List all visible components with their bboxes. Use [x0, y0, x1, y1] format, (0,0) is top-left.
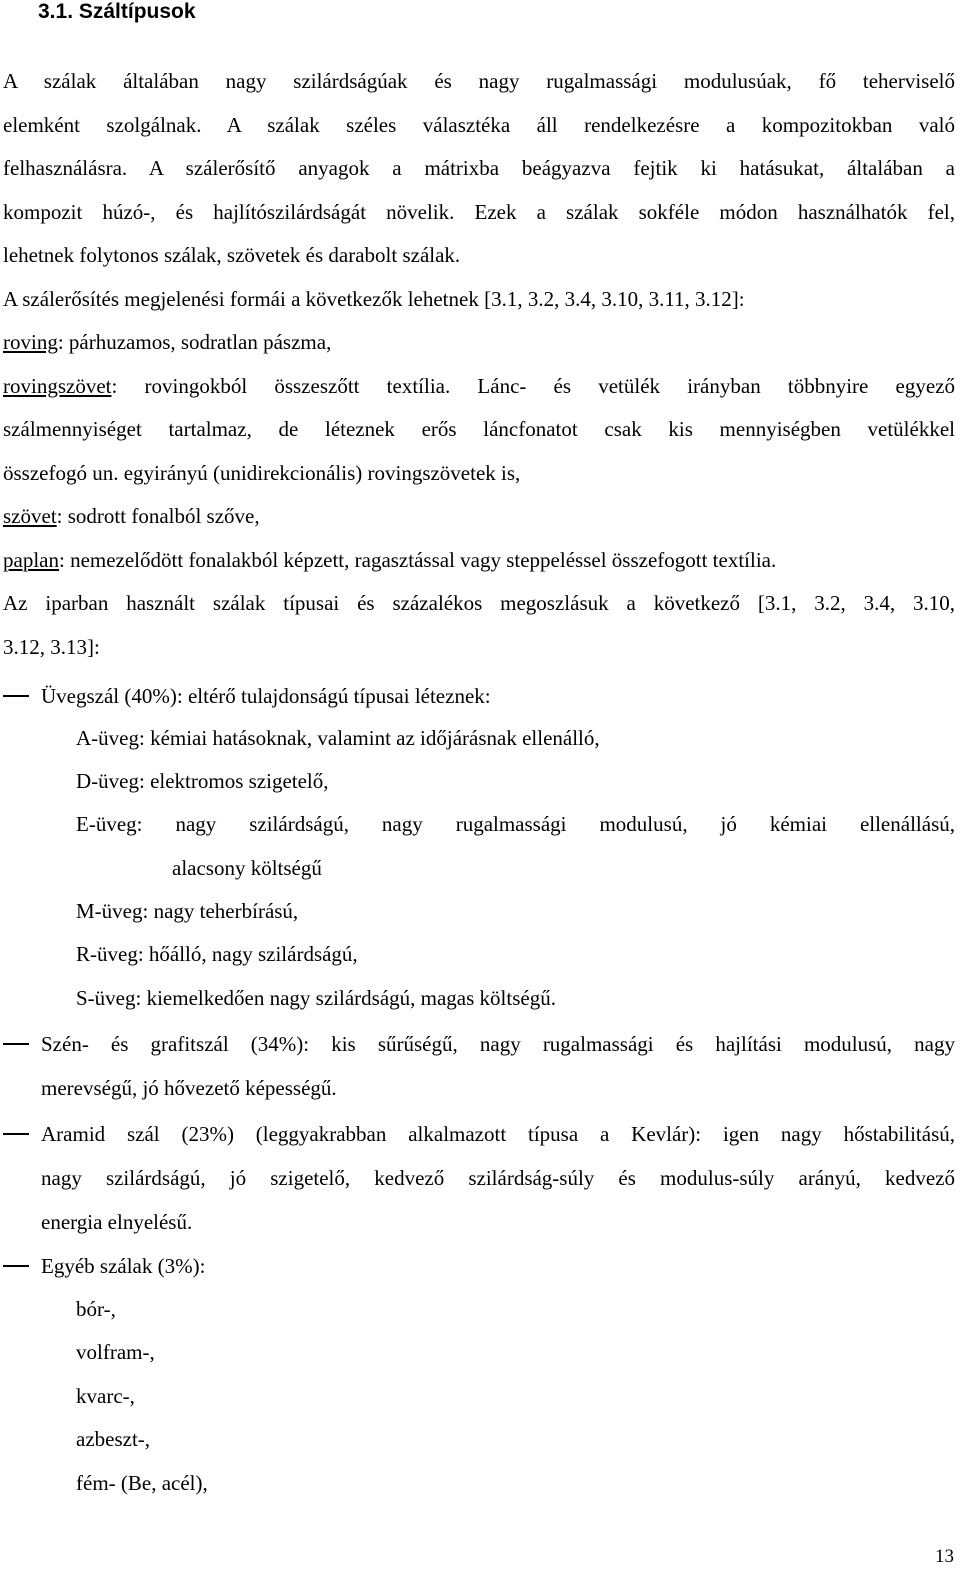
text-line: merevségű, jó hővezető képességű. — [41, 1076, 337, 1100]
intro-paragraph — [3, 60, 955, 321]
rovingszovet-term: rovingszövet — [3, 373, 112, 398]
other-item: volfram-, — [76, 1340, 155, 1364]
text-line: Az iparban használt szálak típusai és százalékos megoszlásuk a következő [3.1, 3.2, 3.4, 3.10, — [3, 591, 955, 615]
section-heading: 3.1. Száltípusok — [38, 0, 196, 23]
text-line: A szálak általában nagy szilárdságúak és nagy rugalmassági modulusúak, fő teherviselő — [3, 69, 955, 93]
roving-term: roving — [3, 330, 58, 354]
text-line: összefogó un. egyirányú (unidirekcionális) rovingszövetek is, — [3, 460, 521, 485]
glass-title: Üvegszál (40%): eltérő tulajdonságú típusai léteznek: — [41, 684, 491, 708]
paplan-line — [3, 539, 955, 583]
other-item: kvarc-, — [76, 1384, 135, 1408]
dash-bullet — [3, 1265, 29, 1267]
text-line: lehetnek folytonos szálak, szövetek és darabolt szálak. — [3, 243, 461, 267]
other-item: bór-, — [76, 1297, 116, 1321]
glass-type-r: R-üveg: hőálló, nagy szilárdságú, — [76, 942, 358, 966]
other-item: fém- (Be, acél), — [76, 1471, 208, 1495]
text-line: energia elnyelésű. — [41, 1210, 193, 1234]
szovet-term: szövet — [3, 504, 57, 528]
glass-type-e-continued: alacsony költségű — [172, 856, 322, 880]
dash-bullet — [3, 1043, 29, 1045]
text-line: Szén- és grafitszál (34%): kis sűrűségű, nagy rugalmassági és hajlítási modulusú, nagy — [41, 1032, 955, 1056]
forms-paragraph — [3, 321, 955, 669]
carbon-fiber-text — [41, 1022, 955, 1110]
rovingszovet-line — [3, 365, 955, 409]
text-line: 3.12, 3.13]: — [3, 634, 100, 659]
roving-line — [3, 321, 955, 365]
text-line: A szálerősítés megjelenési formái a következők lehetnek [3.1, 3.2, 3.4, 3.10, 3.11, 3.12]: — [3, 286, 745, 311]
aramid-fiber-text — [41, 1112, 955, 1244]
paplan-term: paplan — [3, 547, 59, 572]
dash-bullet — [3, 695, 29, 697]
text-line: Aramid szál (23%) (leggyakrabban alkalmazott típusa a Kevlár): igen nagy hőstabilitású, — [41, 1122, 955, 1146]
glass-type-a: A-üveg: kémiai hatásoknak, valamint az időjárásnak ellenálló, — [76, 726, 600, 750]
glass-type-e: E-üveg: nagy szilárdságú, nagy rugalmassági modulusú, jó kémiai ellenállású, — [76, 812, 955, 836]
text-line: nagy szilárdságú, jó szigetelő, kedvező szilárdság-súly és modulus-súly arányú, kedvező — [41, 1166, 955, 1190]
glass-type-d: D-üveg: elektromos szigetelő, — [76, 769, 329, 793]
roving-desc: : párhuzamos, sodratlan pászma, — [57, 330, 332, 354]
rovingszovet-desc: : rovingokból összeszőtt textília. Lánc- és vetülék irányban többnyire egyező — [111, 373, 955, 398]
other-title: Egyéb szálak (3%): — [41, 1254, 206, 1278]
paplan-desc: : nemezelődött fonalakból képzett, ragasztással vagy steppeléssel összefogott textília. — [58, 547, 777, 572]
dash-bullet — [3, 1133, 29, 1135]
glass-type-m: M-üveg: nagy teherbírású, — [76, 899, 299, 923]
glass-fiber-text — [41, 674, 955, 718]
szovet-desc: : sodrott fonalból szőve, — [56, 504, 260, 528]
text-line: felhasználásra. A szálerősítő anyagok a mátrixba beágyazva fejtik ki hatásukat, általában a — [3, 156, 955, 180]
glass-type-s: S-üveg: kiemelkedően nagy szilárdságú, magas költségű. — [76, 986, 556, 1010]
text-line: elemként szolgálnak. A szálak széles választéka áll rendelkezésre a kompozitokban való — [3, 112, 955, 137]
other-fibers-text — [41, 1244, 955, 1288]
other-item: azbeszt-, — [76, 1427, 151, 1451]
szovet-line — [3, 495, 955, 539]
page-number: 13 — [935, 1546, 954, 1567]
text-line: kompozit húzó-, és hajlítószilárdságát növelik. Ezek a szálak sokféle módon használhatók fel, — [3, 199, 955, 224]
text-line: szálmennyiséget tartalmaz, de léteznek erős láncfonatot csak kis mennyiségben vetülékkel — [3, 417, 955, 441]
